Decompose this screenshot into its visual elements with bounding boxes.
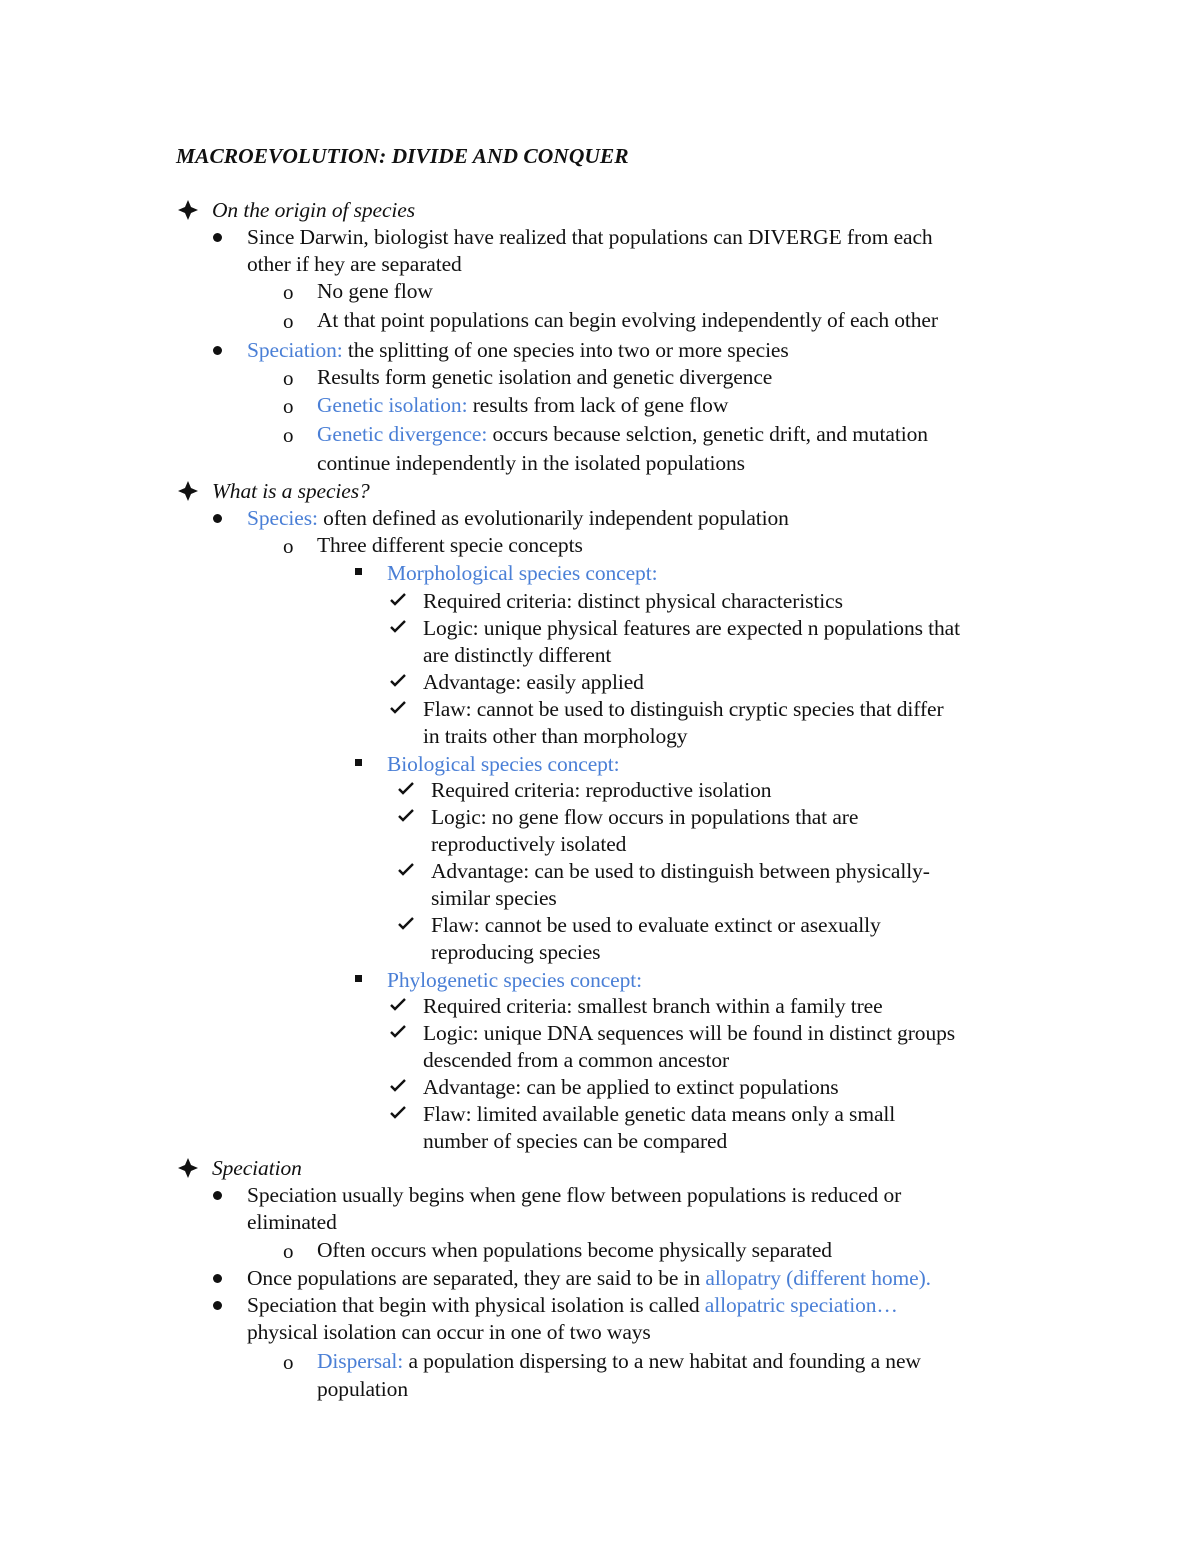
text-line: Flaw: cannot be used to distinguish cryptic species that differ xyxy=(423,697,944,721)
square-bullet-icon xyxy=(355,568,362,575)
bullet-dot-icon xyxy=(213,1301,222,1310)
text-line: number of species can be compared xyxy=(423,1129,728,1153)
text-line: Required criteria: distinct physical characteristics xyxy=(423,589,843,613)
bullet-dot-icon xyxy=(213,514,222,523)
text-line: Required criteria: reproductive isolation xyxy=(431,778,772,802)
diamond-bullet-icon xyxy=(177,1157,199,1179)
text-line: physical isolation can occur in one of two ways xyxy=(247,1320,651,1344)
sub-bullet-marker: o xyxy=(283,366,294,390)
sub-bullet-marker: o xyxy=(283,1239,294,1263)
concept-heading-biological: Biological species concept: xyxy=(387,752,620,776)
check-icon xyxy=(397,807,415,825)
text-line: Logic: unique physical features are expected n populations that xyxy=(423,616,960,640)
sub-bullet-marker: o xyxy=(283,280,294,304)
check-icon xyxy=(389,1077,407,1095)
definition-line: Genetic divergence: occurs because selction, genetic drift, and mutation xyxy=(317,422,928,446)
text-line: other if hey are separated xyxy=(247,252,462,276)
text-line: continue independently in the isolated populations xyxy=(317,451,745,475)
bullet-dot-icon xyxy=(213,346,222,355)
check-icon xyxy=(389,1023,407,1041)
check-icon xyxy=(389,1104,407,1122)
diamond-bullet-icon xyxy=(177,480,199,502)
check-icon xyxy=(397,861,415,879)
text-line: Speciation usually begins when gene flow between populations is reduced or xyxy=(247,1183,902,1207)
bullet-dot-icon xyxy=(213,1191,222,1200)
text-line: reproducing species xyxy=(431,940,601,964)
definition-line: Dispersal: a population dispersing to a new habitat and founding a new xyxy=(317,1349,921,1373)
text-line: similar species xyxy=(431,886,557,910)
text-line: Logic: unique DNA sequences will be found in distinct groups xyxy=(423,1021,956,1045)
text-line: Often occurs when populations become physically separated xyxy=(317,1238,832,1262)
text-line: in traits other than morphology xyxy=(423,724,688,748)
concept-heading-phylogenetic: Phylogenetic species concept: xyxy=(387,968,643,992)
section-heading-species: What is a species? xyxy=(212,479,370,503)
check-icon xyxy=(389,618,407,636)
text-line: descended from a common ancestor xyxy=(423,1048,730,1072)
sub-bullet-marker: o xyxy=(283,1350,294,1374)
term-species: Species: xyxy=(247,506,318,530)
section-heading-origin: On the origin of species xyxy=(212,198,416,222)
concept-heading-morphological: Morphological species concept: xyxy=(387,561,658,585)
sub-bullet-marker: o xyxy=(283,394,294,418)
text-line: Flaw: cannot be used to evaluate extinct or asexually xyxy=(431,913,881,937)
text-line: Three different specie concepts xyxy=(317,533,583,557)
text-line: population xyxy=(317,1377,408,1401)
term-genetic-divergence: Genetic divergence: xyxy=(317,422,488,446)
check-icon xyxy=(397,780,415,798)
diamond-bullet-icon xyxy=(177,199,199,221)
definition-line: Speciation: the splitting of one species into two or more species xyxy=(247,338,789,362)
definition-line: Genetic isolation: results from lack of gene flow xyxy=(317,393,729,417)
term-genetic-isolation: Genetic isolation: xyxy=(317,393,468,417)
definition-line: Speciation that begin with physical isolation is called allopatric speciation… xyxy=(247,1293,898,1317)
term-dispersal: Dispersal: xyxy=(317,1349,404,1373)
sub-bullet-marker: o xyxy=(283,309,294,333)
check-icon xyxy=(389,699,407,717)
bullet-dot-icon xyxy=(213,233,222,242)
section-heading-speciation: Speciation xyxy=(212,1156,302,1180)
check-icon xyxy=(389,591,407,609)
text-line: No gene flow xyxy=(317,279,433,303)
text-line: Advantage: easily applied xyxy=(423,670,644,694)
text-line: Since Darwin, biologist have realized that populations can DIVERGE from each xyxy=(247,225,933,249)
text-line: Results form genetic isolation and genetic divergence xyxy=(317,365,773,389)
definition-line: Species: often defined as evolutionarily independent population xyxy=(247,506,789,530)
text-line: Advantage: can be applied to extinct populations xyxy=(423,1075,839,1099)
text-line: At that point populations can begin evolving independently of each other xyxy=(317,308,938,332)
text-line: eliminated xyxy=(247,1210,337,1234)
check-icon xyxy=(389,996,407,1014)
document-title: MACROEVOLUTION: DIVIDE AND CONQUER xyxy=(176,144,629,168)
square-bullet-icon xyxy=(355,759,362,766)
sub-bullet-marker: o xyxy=(283,534,294,558)
text-line: are distinctly different xyxy=(423,643,612,667)
text-line: Advantage: can be used to distinguish between physically- xyxy=(431,859,930,883)
term-allopatry: allopatry (different home). xyxy=(705,1266,931,1290)
term-speciation: Speciation: xyxy=(247,338,343,362)
sub-bullet-marker: o xyxy=(283,423,294,447)
text-line: Flaw: limited available genetic data means only a small xyxy=(423,1102,896,1126)
text-line: Logic: no gene flow occurs in populations that are xyxy=(431,805,859,829)
term-allopatric-speciation: allopatric speciation… xyxy=(704,1293,898,1317)
definition-line: Once populations are separated, they are said to be in allopatry (different home). xyxy=(247,1266,931,1290)
check-icon xyxy=(397,915,415,933)
text-line: Required criteria: smallest branch within a family tree xyxy=(423,994,883,1018)
check-icon xyxy=(389,672,407,690)
bullet-dot-icon xyxy=(213,1274,222,1283)
text-line: reproductively isolated xyxy=(431,832,627,856)
square-bullet-icon xyxy=(355,975,362,982)
